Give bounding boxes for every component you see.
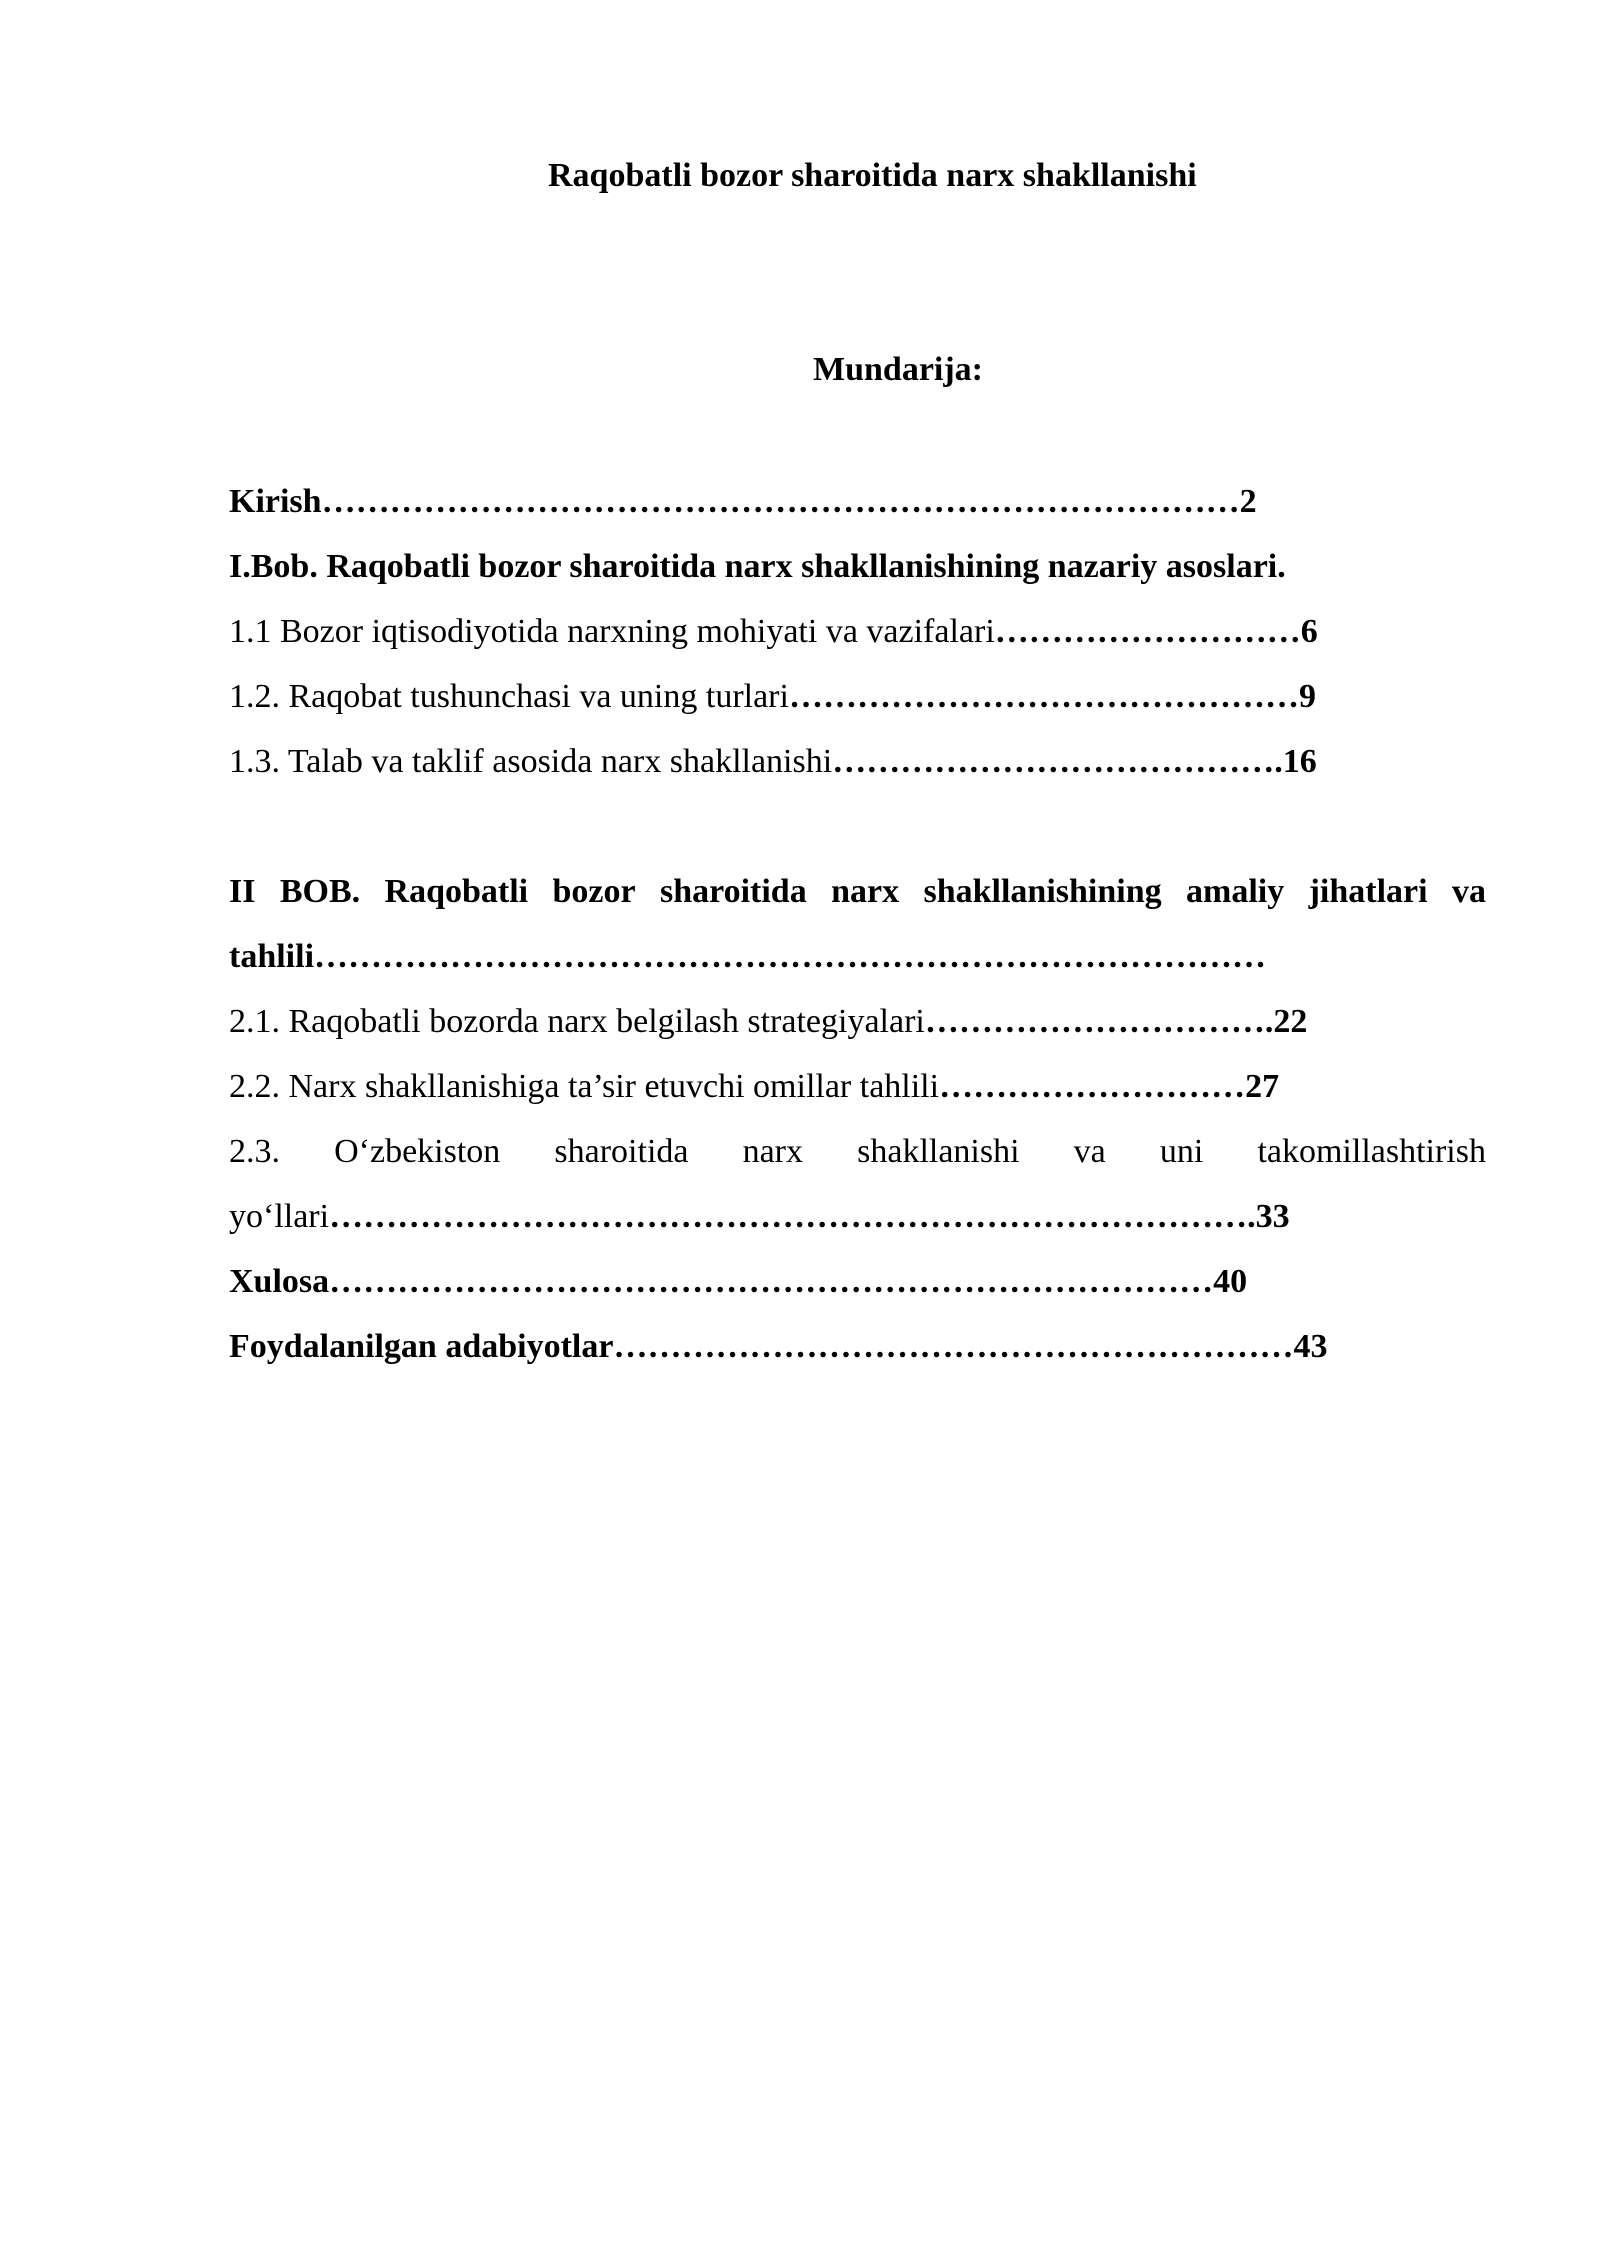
toc-word: bozor xyxy=(552,873,636,910)
toc-entry-label: Foydalanilgan adabiyotlar xyxy=(229,1328,614,1365)
toc-entry-1-1[interactable] xyxy=(229,608,1318,656)
toc-heading: Mundarija: xyxy=(813,351,983,388)
toc-chapter-2[interactable] xyxy=(229,868,1486,916)
toc-page-number: 27 xyxy=(1245,1068,1280,1105)
toc-entry-label: Kirish xyxy=(229,483,322,520)
toc-chapter-1[interactable] xyxy=(229,543,1286,591)
toc-entry-2-1[interactable] xyxy=(229,998,1307,1046)
toc-leader-dots: ………………………………… xyxy=(832,743,1275,780)
toc-word: Raqobatli xyxy=(384,873,529,910)
toc-page-number: .16 xyxy=(1274,743,1317,780)
toc-leader-dots: ……………………………………… xyxy=(788,678,1299,715)
toc-page-number: 2 xyxy=(1239,483,1257,520)
toc-word: va xyxy=(1451,873,1486,910)
toc-word: O‘zbekiston xyxy=(334,1133,501,1170)
toc-word: shakllanishining xyxy=(923,873,1162,910)
toc-entry-label: 1.3. Talab va taklif asosida narx shakllanishi xyxy=(229,743,833,780)
toc-chapter-2-continuation[interactable] xyxy=(229,933,1266,981)
toc-entry-2-3[interactable] xyxy=(229,1128,1486,1176)
toc-entry-label: I.Bob. Raqobatli bozor sharoitida narx shakllanishining nazariy asoslari. xyxy=(229,548,1286,585)
toc-word: BOB. xyxy=(279,873,361,910)
toc-leader-dots: ………………………… xyxy=(924,1003,1265,1040)
toc-page-number: 9 xyxy=(1298,678,1316,715)
toc-entry-1-3[interactable] xyxy=(229,738,1317,786)
toc-word: va xyxy=(1073,1133,1106,1170)
toc-word: narx xyxy=(831,873,900,910)
toc-entry-label: 2.2. Narx shakllanishiga ta’sir etuvchi omillar tahlili xyxy=(229,1068,940,1105)
toc-entry-2-3-continuation[interactable] xyxy=(229,1193,1290,1241)
toc-leader-dots: ……………………… xyxy=(994,613,1301,650)
toc-page-number: .33 xyxy=(1247,1198,1290,1235)
toc-entry-label: 1.2. Raqobat tushunchasi va uning turlari xyxy=(229,678,789,715)
toc-entry-adabiyotlar[interactable] xyxy=(229,1323,1327,1371)
toc-word: sharoitida xyxy=(554,1133,689,1170)
toc-entry-xulosa[interactable] xyxy=(229,1258,1247,1306)
toc-word: takomillashtirish xyxy=(1257,1133,1486,1170)
toc-word: uni xyxy=(1159,1133,1204,1170)
toc-leader-dots: ……………………………………………………………………… xyxy=(321,483,1240,520)
toc-word: narx xyxy=(742,1133,804,1170)
toc-entry-label: yo‘llari xyxy=(229,1198,330,1235)
toc-entry-label: Xulosa xyxy=(229,1263,330,1300)
toc-entry-kirish[interactable] xyxy=(229,478,1257,526)
toc-word: 2.3. xyxy=(229,1133,280,1170)
document-title: Raqobatli bozor sharoitida narx shakllanishi xyxy=(548,157,1197,194)
toc-word: amaliy xyxy=(1186,873,1285,910)
toc-word: jihatlari xyxy=(1308,873,1428,910)
toc-entry-label: 1.1 Bozor iqtisodiyotida narxning mohiyati va vazifalari xyxy=(229,613,995,650)
toc-page-number: 6 xyxy=(1300,613,1318,650)
toc-page-number: 40 xyxy=(1213,1263,1248,1300)
toc-entry-1-2[interactable] xyxy=(229,673,1316,721)
toc-leader-dots: ………………………………………………………………………… xyxy=(314,938,1267,975)
toc-page-number: 43 xyxy=(1293,1328,1328,1365)
toc-word: II xyxy=(229,873,256,910)
toc-entry-label: 2.1. Raqobatli bozorda narx belgilash strategiyalari xyxy=(229,1003,925,1040)
toc-leader-dots: ……………………… xyxy=(939,1068,1246,1105)
toc-page-number: .22 xyxy=(1264,1003,1308,1040)
toc-word: sharoitida xyxy=(659,873,807,910)
toc-word: shakllanishi xyxy=(857,1133,1020,1170)
toc-leader-dots: …………………………………………………… xyxy=(613,1328,1294,1365)
toc-leader-dots: ……………………………………………………………………… xyxy=(329,1198,1248,1235)
toc-entry-label: tahlili xyxy=(229,938,315,975)
toc-leader-dots: …………………………………………………………………… xyxy=(329,1263,1214,1300)
toc-entry-2-2[interactable] xyxy=(229,1063,1279,1111)
